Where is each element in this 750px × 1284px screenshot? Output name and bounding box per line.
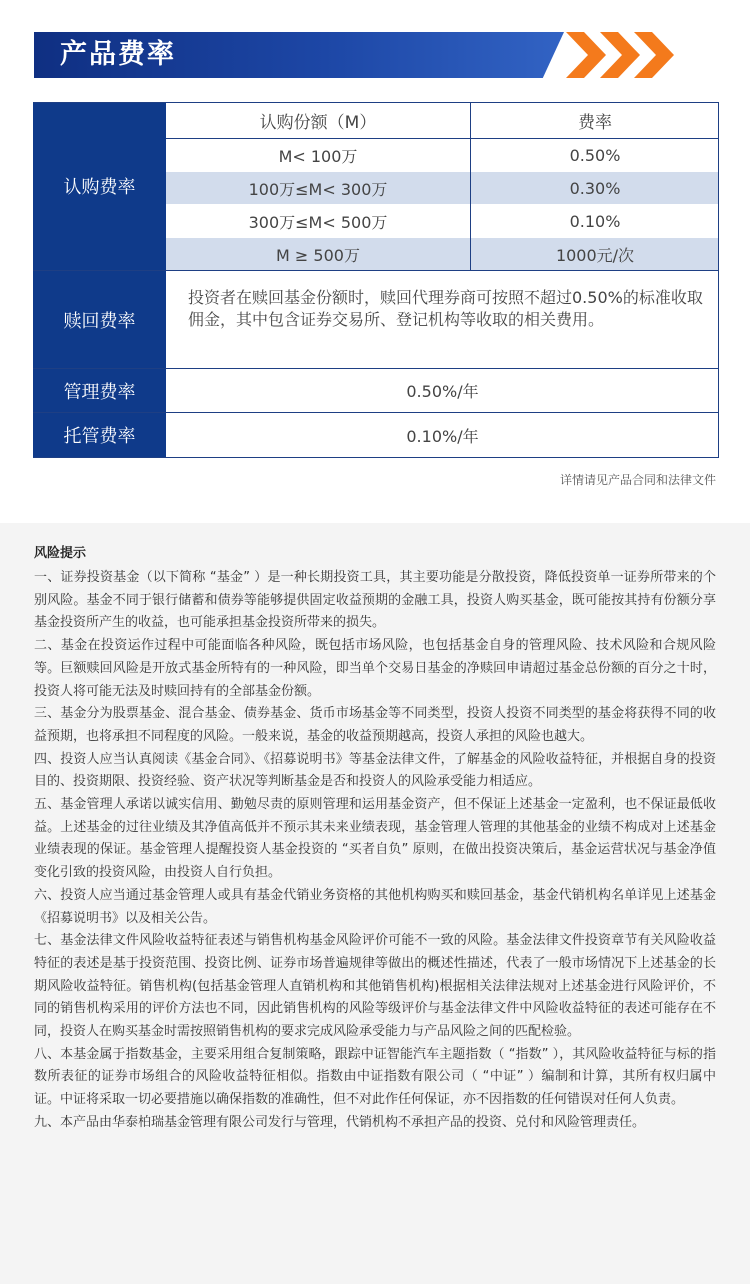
title-banner (34, 32, 564, 78)
table-row-rate: 1000元/次 (471, 238, 719, 270)
risk-paragraph: 三、基金分为股票基金、混合基金、债券基金、货币市场基金等不同类型，投资人投资不同类型的基金将获得不同的收益预期，也将承担不同程度的风险。一般来说，基金的收益预期越高，投资人承担的风险也越大。 (34, 706, 716, 744)
risk-disclosure (0, 523, 750, 1284)
risk-paragraph: 一、证券投资基金（以下简称 “基金” ）是一种长期投资工具，其主要功能是分散投资，降低投资单一证券所带来的个别风险。基金不同于银行储蓄和债券等能够提供固定收益预期的金融工具，投资人购买基金，既可能按其持有份额分享基金投资所产生的收益，也可能承担基金投资所带来的损失。 (34, 570, 716, 631)
table-row-rate: 0.10% (569, 211, 621, 231)
table-row-amount: 300万≤M< 500万 (248, 212, 388, 232)
chevron-right-icon (634, 32, 674, 78)
amount-column-header: 认购份额（M） (259, 112, 377, 133)
risk-paragraph: 四、投资人应当认真阅读《基金合同》、《招募说明书》等基金法律文件，了解基金的风险收益特征，并根据自身的投资目的、投资期限、投资经验、资产状况等判断基金是否和投资人的风险承受能力相适应。 (34, 751, 716, 790)
table-row-rate: 0.30% (471, 172, 719, 204)
table-divider (33, 412, 719, 413)
risk-paragraph: 九、本产品由华泰柏瑞基金管理有限公司发行与管理，代销机构不承担产品的投资、兑付和风险管理责任。 (34, 1114, 646, 1130)
risk-paragraph: 二、基金在投资运作过程中可能面临各种风险，既包括市场风险，也包括基金自身的管理风险、技术风险和合规风险等。巨额赎回风险是开放式基金所特有的一种风险，即当单个交易日基金的净赎回申请超过基金总份额的百分之十时，投资人将可能无法及时赎回持有的全部基金份额。 (34, 638, 716, 699)
management-fee-label: 管理费率 (33, 369, 166, 412)
rate-column-header: 费率 (578, 112, 612, 133)
redemption-fee-text: 投资者在赎回基金份额时，赎回代理券商可按照不超过0.50%的标准收取佣金，其中包含证券交易所、登记机构等收取的相关费用。 (188, 288, 703, 329)
chevron-right-icon (566, 32, 606, 78)
risk-paragraph: 七、基金法律文件风险收益特征表述与销售机构基金风险评价可能不一致的风险。基金法律文件投资章节有关风险收益特征的表述是基于投资范围、投资比例、证券市场普遍规律等做出的概述性描述，代表了一般市场情况下上述基金的长期风险收益特征。销售机构(包括基金管理人直销机构和其他销售机构)根据相关法律法规对上述基金进行风险评价，不同的销售机构采用的评价方法也不同，因此销售机构的风险等级评价与基金法律文件中风险收益特征的表述可能存在不同，投资人在购买基金时需按照销售机构的要求完成风险承受能力与产品风险之间的匹配检验。 (34, 933, 716, 1040)
table-row-rate: 0.50% (569, 145, 621, 165)
table-row-amount: M ≥ 500万 (166, 238, 470, 270)
risk-paragraph: 五、基金管理人承诺以诚实信用、勤勉尽责的原则管理和运用基金资产，但不保证上述基金一定盈利，也不保证最低收益。上述基金的过往业绩及其净值高低并不预示其未来业绩表现，基金管理人管理的其他基金的业绩不构成对上述基金业绩表现的保证。基金管理人提醒投资人基金投资的 “买者自负” 原则，在做出投资决策后，基金运营状况与基金净值变化引致的投资风险，由投资人自行负担。 (34, 797, 716, 881)
subscription-fee-label: 认购费率 (33, 102, 166, 270)
table-row-amount: 100万≤M< 300万 (166, 172, 470, 204)
page-title: 产品费率 (60, 39, 176, 70)
fee-table (33, 102, 719, 457)
risk-paragraph: 八、本基金属于指数基金，主要采用组合复制策略，跟踪中证智能汽车主题指数（ “指数” ），其风险收益特征与标的指数所表征的证券市场组合的风险收益特征相似。指数由中证指数有限公司（ “中证” ）编制和计算，其所有权归属中证。中证将采取一切必要措施以确保指数的准确性，但不对此作任何保证，亦不因指数的任何错误对任何人负责。 (34, 1046, 716, 1108)
risk-body (34, 567, 716, 1135)
table-border (718, 102, 719, 458)
table-border (33, 102, 719, 103)
chevron-arrows-icon (566, 32, 678, 78)
table-row-amount: M< 100万 (278, 146, 358, 166)
risk-paragraph: 六、投资人应当通过基金管理人或具有基金代销业务资格的其他机构购买和赎回基金，基金代销机构名单详见上述基金《招募说明书》以及相关公告。 (34, 887, 716, 926)
table-divider (33, 368, 719, 369)
management-fee-value: 0.50%/年 (406, 382, 479, 401)
risk-title: 风险提示 (34, 546, 87, 561)
table-border (33, 457, 719, 458)
table-divider (33, 270, 719, 271)
custody-fee-value: 0.10%/年 (406, 426, 479, 446)
table-divider (470, 102, 471, 270)
footnote: 详情请见产品合同和法律文件 (559, 473, 716, 487)
redemption-fee-label: 赎回费率 (33, 271, 166, 368)
custody-fee-label: 托管费率 (33, 413, 166, 457)
table-divider (166, 138, 719, 139)
chevron-right-icon (600, 32, 640, 78)
fee-section (0, 0, 750, 523)
